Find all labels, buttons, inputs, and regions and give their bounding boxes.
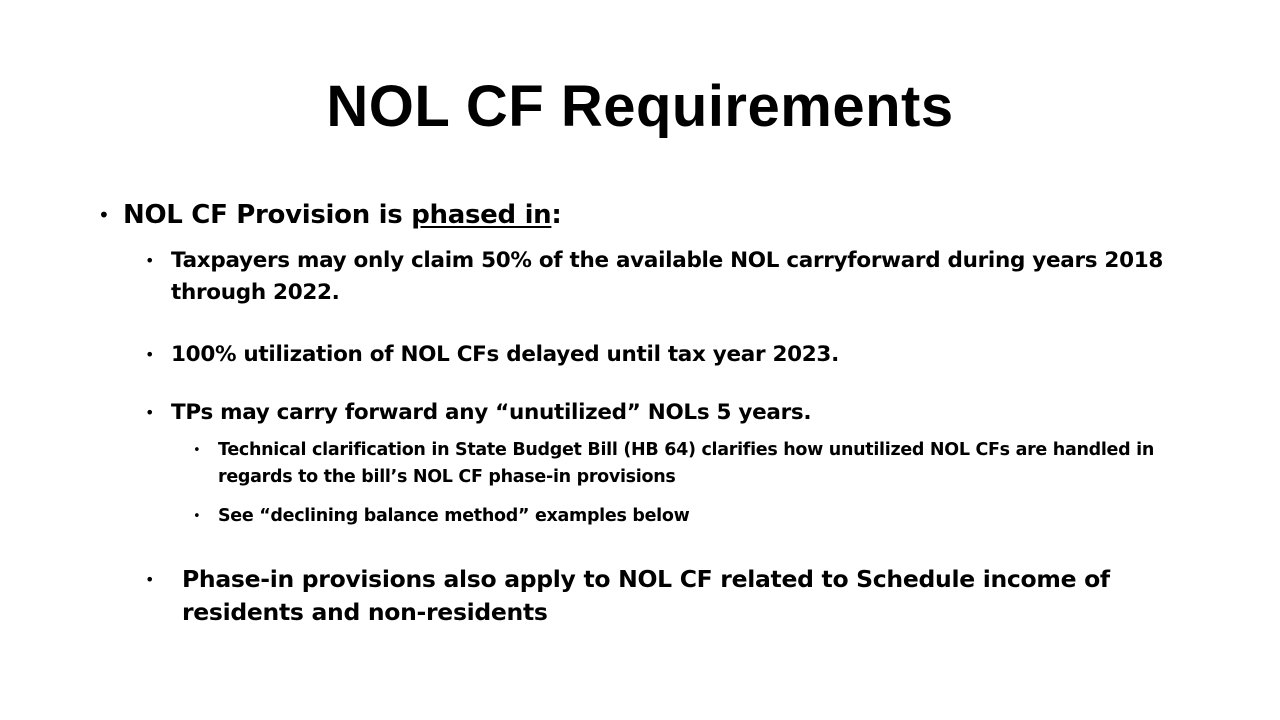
bullet-phased-in [98, 198, 1223, 232]
bullet-text: NOL CF Provision is [123, 200, 412, 230]
bullet-icon: • [193, 443, 201, 458]
sub-bullet-phase-in-provisions [145, 563, 1172, 629]
bullet-icon: • [145, 251, 155, 270]
sub-bullet-claim-50 [145, 245, 1171, 309]
bullet-text: Phase-in provisions also apply to NOL CF related to Schedule income of residents and non-residents [182, 565, 1110, 626]
slide-title: NOL CF Requirements [326, 74, 954, 139]
bullet-text-suffix: : [551, 200, 562, 230]
bullet-text: See “declining balance method” examples below [218, 506, 690, 526]
bullet-icon: • [98, 203, 110, 227]
bullet-text: 100% utilization of NOL CFs delayed until tax year 2023. [171, 342, 839, 367]
bullet-text: Taxpayers may only claim 50% of the available NOL carryforward during years 2018 through 2022. [171, 248, 1164, 305]
underlined-text: phased in [411, 200, 552, 230]
sub-bullet-carry-forward [145, 397, 1171, 429]
bullet-icon: • [193, 509, 201, 524]
sub-sub-bullet-declining-balance [193, 503, 1178, 530]
bullet-text: Technical clarification in State Budget Bill (HB 64) clarifies how unutilized NOL CFs are handled in regards to the bill’s NOL CF phase-in provisions [218, 440, 1154, 487]
bullet-icon: • [145, 570, 155, 589]
bullet-icon: • [145, 403, 155, 422]
sub-sub-bullet-technical-clarification [193, 437, 1178, 491]
bullet-icon: • [145, 345, 155, 364]
bullet-text: TPs may carry forward any “unutilized” NOLs 5 years. [171, 400, 812, 425]
sub-bullet-utilization [145, 339, 1171, 371]
